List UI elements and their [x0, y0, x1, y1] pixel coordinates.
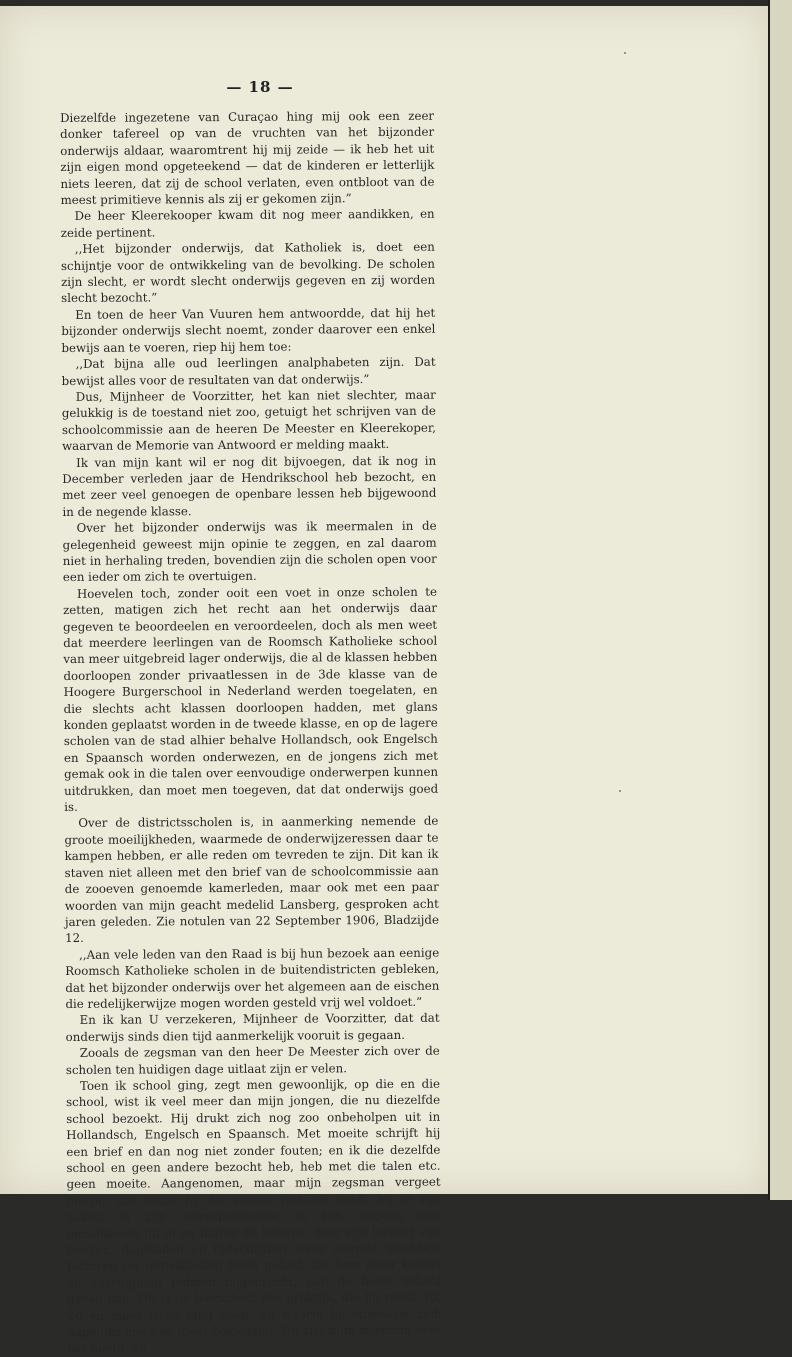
paragraph: ,,Het bijzonder onderwijs, dat Katholiek is, doet een schijntje voor de ontwikkeling van de bevolking. De scholen zijn slecht, er wordt slecht onderwijs gegeven en zij worden slecht bezocht.”	[60, 239, 436, 306]
paragraph: De heer Kleerekooper kwam dit nog meer aandikken, en zeide pertinent.	[60, 207, 435, 240]
paragraph: Diezelfde ingezetene van Curaçao hing mij ook een zeer donker tafereel op van de vruchten van het bijzonder onderwijs aldaar, waaromtrent hij mij zeide — ik heb het uit zijn eigen mond opgeteekend — dat de kinderen er letterlijk niets leeren, dat zij de school verlaten, even ontbloot van de meest primitieve kennis als zij er gekomen zijn.”	[60, 108, 435, 208]
paragraph: Dus, Mijnheer de Voorzitter, het kan niet slechter, maar gelukkig is de toestand niet zoo, getuigt het schrijven van de schoolcommissie aan de heeren De Meester en Kleerekoper, waarvan de Memorie van Antwoord er melding maakt.	[61, 387, 436, 454]
paragraph: Hoevelen toch, zonder ooit een voet in onze scholen te zetten, matigen zich het recht aan het onderwijs daar gegeven te beoordeelen en veroordeelen, doch als men weet dat meerdere leerlingen van de Roomsch Katholieke school van meer uitgebreid lager onderwijs, die al de klassen hebben doorloopen zonder privaatlessen in de 3de klasse van de Hoogere Burgerschool in Nederland werden toegelaten, en die slechts acht klassen doorloopen hadden, met glans konden geplaatst worden in de tweede klasse, en op de lagere scholen van de stad alhier behalve Hollandsch, ook Engelsch en Spaansch worden onderwezen, en de jongens zich met gemak ook in die talen over eenvoudige onderwerpen kunnen uitdrukken, dan moet men toegeven, dat dat onderwijs goed is.	[63, 584, 439, 815]
paragraph: Toen ik school ging, zegt men gewoonlijk, op die en die school, wist ik veel meer dan mijn jongen, die nu diezelfde school bezoekt. Hij drukt zich nog zoo onbeholpen uit in Hollandsch, Engelsch en Spaansch. Met moeite schrijft hij een brief en dan nog niet zonder fouten; en ik die dezelfde school en geen andere bezocht heb, heb met die talen etc. geen moeite. Aangenomen, maar mijn zegsman vergeet hierbij, dat nadat hij die school verlaten heeft, hij in zijn zaken, in zijn correspondentie, in zijn omgang met ontwikkelde lui in en buiten de kolonie, door zijn lectuur van boeken, dagbladen en tijdschriften, even zoovele machtige factoren ter ontwikkeling heeft gehad, die hem meer kennis en vaardigheid hebben bijgebracht, dan de beste school geven kan. Dit is de leerschool der praktijk, die hij reeds 10, 20 en meer jaren lang volgt, en waarin hij onbewust zich dagelijks meer en meer bekwaamt. Dit ziet mijn zegsman over het hoofd, en	[66, 1076, 442, 1356]
page-number: — 18 —	[226, 78, 294, 96]
paper-speck	[619, 790, 621, 792]
paper-speck	[624, 52, 626, 54]
paragraph: Over het bijzonder onderwijs was ik meermalen in de gelegenheid geweest mijn opinie te zeggen, en zal daarom niet in herhaling treden, bovendien zijn die scholen open voor een ieder om zich te overtuigen.	[62, 518, 437, 585]
document-page	[0, 6, 770, 1356]
paragraph: ,,Dat bijna alle oud leerlingen analphabeten zijn. Dat bewijst alles voor de resultaten van dat onderwijs.”	[61, 354, 436, 388]
paragraph: En toen de heer Van Vuuren hem antwoordde, dat hij het bijzonder onderwijs slecht noemt, zonder daarover een enkel bewijs aan te voeren, riep hij hem toe:	[61, 305, 436, 355]
paragraph: ,,Aan vele leden van den Raad is bij hun bezoek aan eenige Roomsch Katholieke scholen in de buitendistricten gebleken, dat het bijzonder onderwijs over het algemeen aan de eischen die redelijkerwijze mogen worden gesteld vrij wel voldoet.”	[65, 945, 440, 1011]
paragraph: Ik van mijn kant wil er nog dit bijvoegen, dat ik nog in December verleden jaar de Hendrikschool heb bezocht, en met zeer veel genoegen de openbare lessen heb bijgewoond in de negende klasse.	[62, 453, 437, 519]
paragraph: Zooals de zegsman van den heer De Meester zich over de scholen ten huidigen dage uitlaat zijn er velen.	[65, 1043, 440, 1077]
paragraph: Over de districtsscholen is, in aanmerking nemende de groote moeilijkheden, waarmede de onderwijzeressen daar te kampen hebben, er alle reden om tevreden te zijn. Dit kan ik staven niet alleen met den brief van de schoolcommissie aan de zooeven genoemde kamerleden, maar ook met een paar woorden van mijn geacht medelid Lansberg, gesproken acht jaren geleden. Zie notulen van 22 September 1906, Bladzijde 12.	[64, 814, 439, 946]
page-edge	[768, 0, 792, 1200]
paragraph: En ik kan U verzekeren, Mijnheer de Voorzitter, dat dat onderwijs sinds dien tijd aanmerkelijk vooruit is gegaan.	[65, 1011, 440, 1044]
body-text	[60, 108, 442, 1357]
